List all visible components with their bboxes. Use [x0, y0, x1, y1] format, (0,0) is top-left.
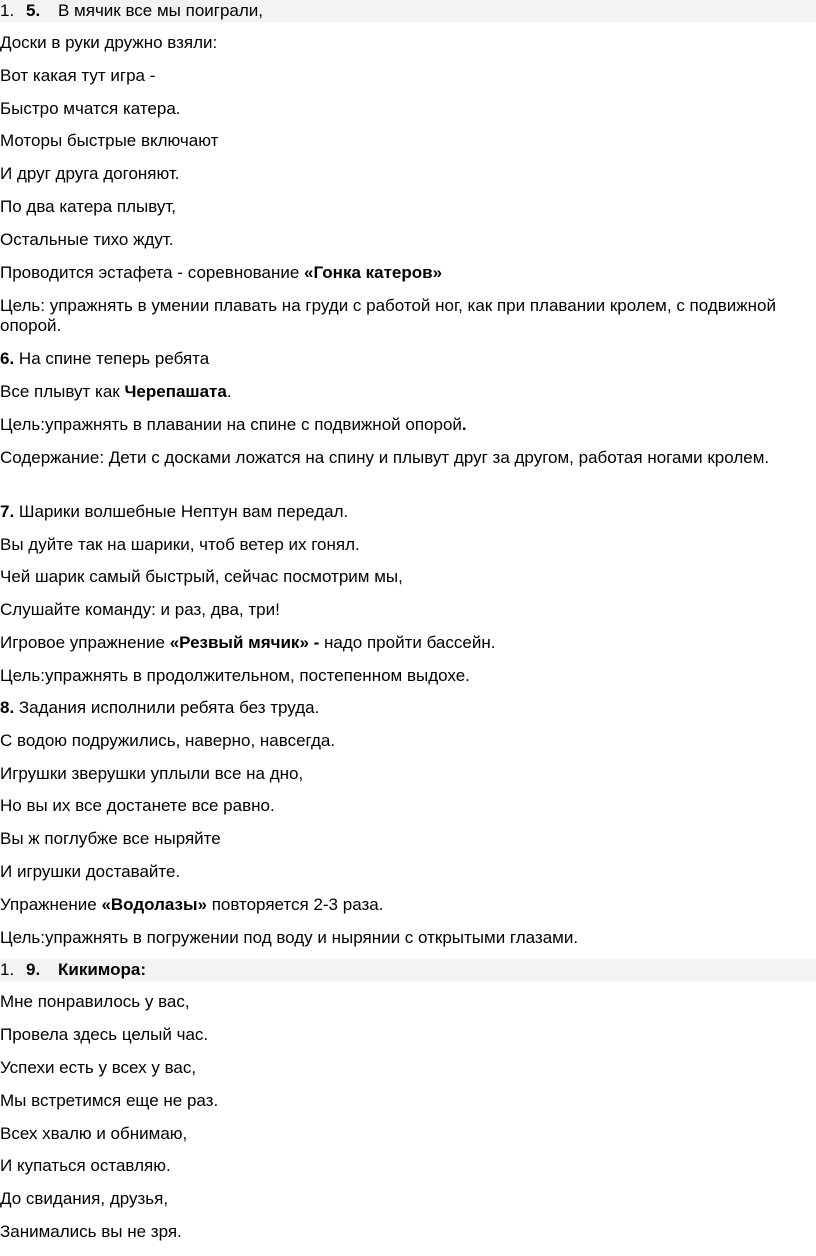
section-number: 8. [0, 698, 15, 717]
poem-line: И купаться оставляю. [0, 1156, 171, 1175]
goal-paragraph: Цель: упражнять в умении плавать на груди с работой ног, как при плавании кролем, с подвижной опорой. [0, 296, 776, 335]
goal-dot: . [461, 415, 467, 434]
divers-name: «Водолазы» [101, 895, 207, 914]
section-text: Задания исполнили ребята без труда. [14, 698, 320, 717]
section-number: 7. [0, 502, 15, 521]
divers-line [0, 895, 806, 915]
poem-line: Успехи есть у всех у вас, [0, 1058, 197, 1077]
goal-text: Цель:упражнять в плавании на спине с подвижной опорой [0, 415, 462, 434]
list-item-text: Кикимора: [58, 960, 147, 979]
poem-line: Остальные тихо ждут. [0, 230, 174, 249]
poem-line: И друг друга догоняют. [0, 164, 180, 183]
divers-suffix: повторяется 2-3 раза. [206, 895, 384, 914]
poem-line: Занимались вы не зря. [0, 1222, 182, 1241]
game-exercise-line [0, 633, 806, 653]
poem-line: Мне понравилось у вас, [0, 992, 190, 1011]
list-item-5 [0, 0, 816, 22]
poem-line: До свидания, друзья, [0, 1189, 169, 1208]
section-number: 6. [0, 349, 15, 368]
turtles-suffix: . [226, 382, 232, 401]
poem-line: Всех хвалю и обнимаю, [0, 1124, 188, 1143]
goal-paragraph: Цель:упражнять в продолжительном, постепенном выдохе. [0, 666, 470, 685]
list-number: 5. [26, 1, 41, 20]
turtles-line [0, 382, 806, 402]
poem-line: Слушайте команду: и раз, два, три! [0, 600, 280, 619]
section-text: Шарики волшебные Нептун вам передал. [14, 502, 349, 521]
poem-line: С водою подружились, наверно, навсегда. [0, 731, 336, 750]
game-name: «Резвый мячик» - [169, 633, 320, 652]
turtles-prefix: Все плывут как [0, 382, 125, 401]
poem-line: Быстро мчатся катера. [0, 99, 181, 118]
relay-paragraph [0, 263, 806, 283]
poem-line: Мы встретимся еще не раз. [0, 1091, 219, 1110]
poem-line: Моторы быстрые включают [0, 131, 219, 150]
goal-paragraph: Цель:упражнять в погружении под воду и нырянии с открытыми глазами. [0, 928, 579, 947]
poem-line: Провела здесь целый час. [0, 1025, 209, 1044]
poem-line: Но вы их все достанете все равно. [0, 796, 275, 815]
relay-prefix: Проводится эстафета - соревнование [0, 263, 305, 282]
section-8-line [0, 698, 806, 718]
list-marker: 1. [0, 960, 15, 979]
poem-line: Чей шарик самый быстрый, сейчас посмотрим мы, [0, 567, 403, 586]
poem-line: Вы дуйте так на шарики, чтоб ветер их гонял. [0, 535, 360, 554]
poem-line: По два катера плывут, [0, 197, 177, 216]
list-item-9 [0, 959, 816, 981]
turtles-name: Черепашата [124, 382, 227, 401]
section-text: На спине теперь ребята [14, 349, 210, 368]
poem-line: Доски в руки дружно взяли: [0, 33, 218, 52]
relay-name: «Гонка катеров» [304, 263, 443, 282]
section-7-line [0, 502, 806, 522]
game-suffix: надо пройти бассейн. [319, 633, 496, 652]
poem-line: Вы ж поглубже все ныряйте [0, 829, 221, 848]
game-prefix: Игровое упражнение [0, 633, 170, 652]
poem-line: И игрушки доставайте. [0, 862, 181, 881]
section-6-line [0, 349, 806, 369]
goal-paragraph [0, 415, 806, 435]
list-number: 9. [26, 960, 41, 979]
poem-line: Игрушки зверушки уплыли все на дно, [0, 764, 304, 783]
content-paragraph: Содержание: Дети с досками ложатся на спину и плывут друг за другом, работая ногами кролем. [0, 448, 770, 467]
divers-prefix: Упражнение [0, 895, 102, 914]
list-marker: 1. [0, 1, 15, 20]
list-item-text: В мячик все мы поиграли, [58, 1, 264, 20]
poem-line: Вот какая тут игра - [0, 66, 156, 85]
